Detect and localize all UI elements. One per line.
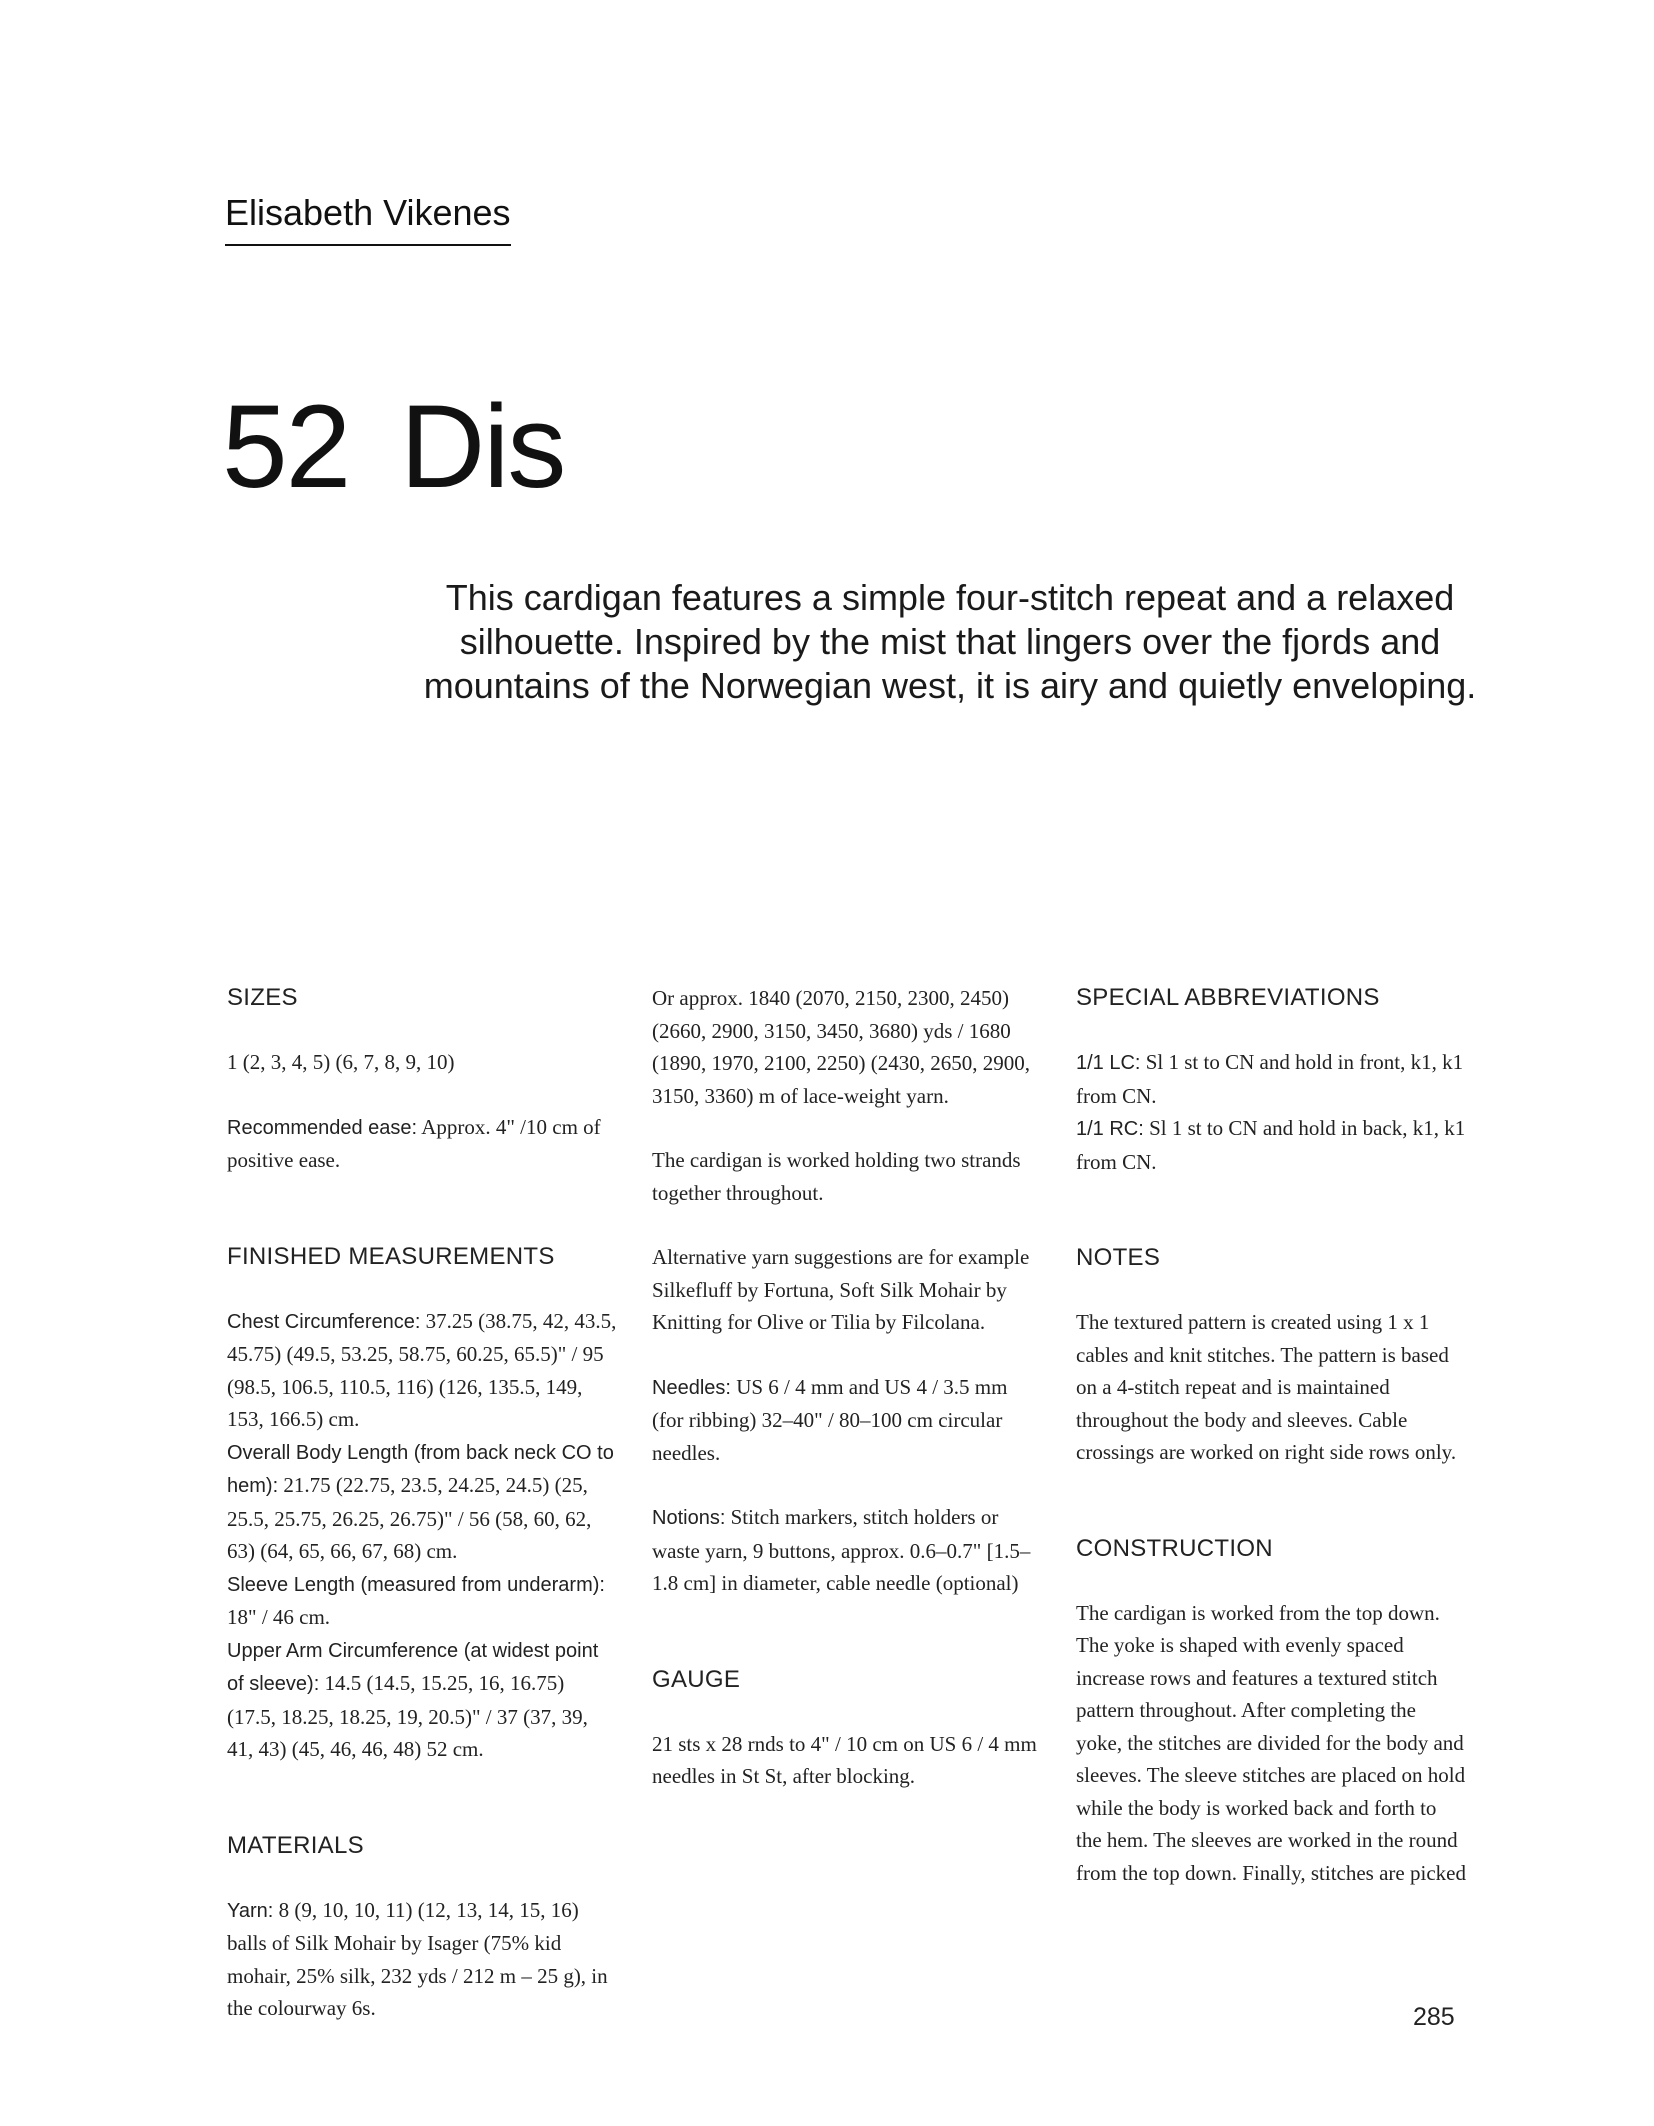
needles-paragraph <box>652 1371 1042 1470</box>
notes-text: The textured pattern is created using 1 x 1 cables and knit stitches. The pattern is based on a 4-stitch repeat and is maintained throughout the body and sleeves. Cable crossings are worked on right side rows only. <box>1076 1310 1457 1464</box>
yarn-label: Yarn: <box>227 1899 274 1922</box>
column-2 <box>652 982 1042 1793</box>
ease-label: Recommended ease: <box>227 1116 418 1139</box>
sizes-heading: SIZES <box>227 984 298 1011</box>
measurement-text: 21.75 (22.75, 23.5, 24.25, 24.5) (25, 25.5, 25.75, 26.25, 26.75)" / 56 (58, 60, 62, 63) (64, 65, 66, 67, 68) cm. <box>227 1473 592 1563</box>
alternative-yarns: Alternative yarn suggestions are for example Silkefluff by Fortuna, Soft Silk Mohair by Knitting for Olive or Tilia by Filcolana. <box>652 1245 1030 1334</box>
measurement-label: Upper Arm Circumference (at widest point of sleeve): <box>227 1639 599 1695</box>
notes-heading: NOTES <box>1076 1244 1161 1271</box>
measurement-item <box>227 1305 617 1436</box>
strands-note: The cardigan is worked holding two strands together throughout. <box>652 1148 1021 1205</box>
special-abbreviations-heading: SPECIAL ABBREVIATIONS <box>1076 984 1380 1011</box>
gauge-heading: GAUGE <box>652 1665 741 1693</box>
measurement-label: Sleeve Length (measured from underarm): <box>227 1573 605 1596</box>
construction-heading: CONSTRUCTION <box>1076 1534 1273 1562</box>
yarn-paragraph <box>227 1894 617 2025</box>
notions-paragraph <box>652 1501 1042 1600</box>
needles-label: Needles: <box>652 1376 731 1399</box>
measurement-item <box>227 1568 617 1634</box>
measurement-label: Overall Body Length (from back neck CO to hem): <box>227 1441 614 1497</box>
measurement-text: 37.25 (38.75, 42, 43.5, 45.75) (49.5, 53.25, 58.75, 60.25, 65.5)" / 95 (98.5, 106.5, 110.5, 116) (126, 135.5, 149, 153, 166.5) cm. <box>227 1308 617 1431</box>
notions-label: Notions: <box>652 1507 726 1529</box>
yarn-text: 8 (9, 10, 10, 11) (12, 13, 14, 15, 16) balls of Silk Mohair by Isager (75% kid mohair, 25% silk, 232 yds / 212 m – 25 g), in the colourway 6s. <box>227 1897 608 2020</box>
pattern-number: 52 <box>222 381 350 513</box>
measurement-label: Chest Circumference: <box>227 1310 421 1333</box>
abbreviation-text: Sl 1 st to CN and hold in front, k1, k1 from CN. <box>1076 1050 1464 1108</box>
abbreviation-item <box>1076 1046 1466 1112</box>
materials-heading: MATERIALS <box>227 1831 364 1859</box>
intro-paragraph: This cardigan features a simple four-stitch repeat and a relaxed silhouette. Inspired by the mist that lingers over the fjords and mountains of the Norwegian west, it is airy and quietly enveloping. <box>423 577 1477 706</box>
measurement-text: 18" / 46 cm. <box>227 1605 331 1629</box>
yarn-alternative-amount: Or approx. 1840 (2070, 2150, 2300, 2450) (2660, 2900, 3150, 3450, 3680) yds / 1680 (1890, 1970, 2100, 2250) (2430, 2650, 2900, 3150, 3360) m of lace-weight yarn. <box>652 986 1030 1108</box>
abbreviation-label: 1/1 RC: <box>1076 1118 1144 1140</box>
author-name: Elisabeth Vikenes <box>225 192 511 246</box>
ease-text: Approx. 4" /10 cm of positive ease. <box>227 1114 601 1172</box>
gauge-text: 21 sts x 28 rnds to 4" / 10 cm on US 6 / 4 mm needles in St St, after blocking. <box>652 1731 1037 1788</box>
column-1 <box>227 982 617 2025</box>
ease-paragraph <box>227 1111 617 1177</box>
measurement-item <box>227 1436 617 1568</box>
measurement-item <box>227 1634 617 1766</box>
notions-text: Stitch markers, stitch holders or waste yarn, 9 buttons, approx. 0.6–0.7" [1.5–1.8 cm] in diameter, cable needle (optional) <box>652 1505 1031 1595</box>
needles-text: US 6 / 4 mm and US 4 / 3.5 mm (for ribbing) 32–40" / 80–100 cm circular needles. <box>652 1374 1008 1465</box>
abbreviation-text: Sl 1 st to CN and hold in back, k1, k1 from CN. <box>1076 1116 1466 1174</box>
construction-text: The cardigan is worked from the top down. The yoke is shaped with evenly spaced increase rows and features a textured stitch pattern throughout. After completing the yoke, the stitches are divided for the body and sleeves. The sleeve stitches are placed on hold while the body is worked back and forth to the hem. The sleeves are worked in the round from the top down. Finally, stitches are picked <box>1076 1600 1466 1885</box>
finished-measurements-heading: FINISHED MEASUREMENTS <box>227 1242 555 1270</box>
pattern-title: Dis <box>400 381 565 513</box>
page-number: 285 <box>1413 2003 1455 2031</box>
measurement-text: 14.5 (14.5, 15.25, 16, 16.75) (17.5, 18.25, 18.25, 19, 20.5)" / 37 (37, 39, 41, 43) (45, 46, 46, 48) 52 cm. <box>227 1671 588 1761</box>
abbreviation-item <box>1076 1112 1466 1178</box>
abbreviation-label: 1/1 LC: <box>1076 1052 1141 1074</box>
sizes-list: 1 (2, 3, 4, 5) (6, 7, 8, 9, 10) <box>227 1050 455 1074</box>
column-3 <box>1076 982 1466 1889</box>
